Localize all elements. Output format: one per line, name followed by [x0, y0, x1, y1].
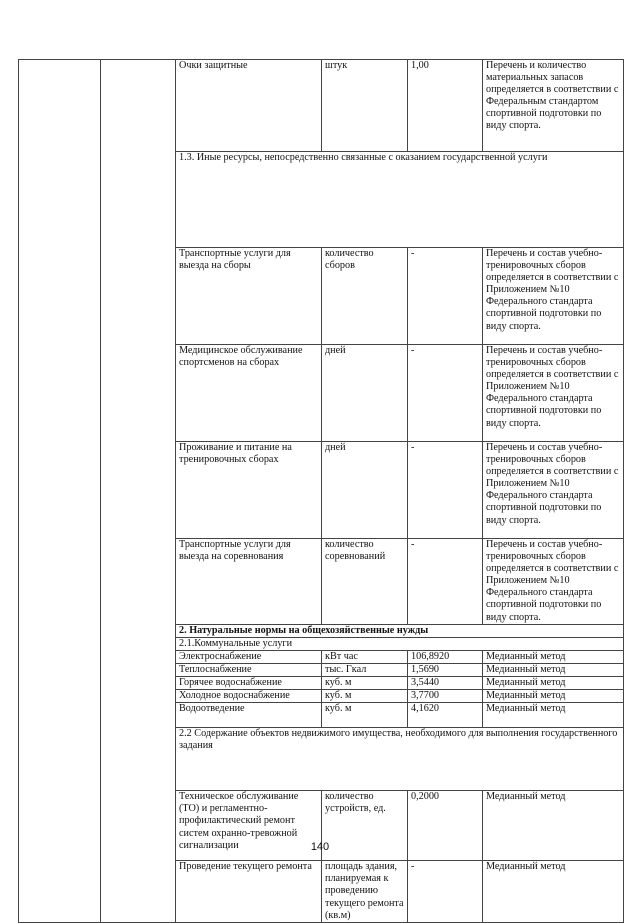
cell-value: - — [408, 442, 483, 539]
cell-name: Водоотведение — [176, 703, 322, 728]
cell-value: - — [408, 345, 483, 442]
page-number: 140 — [310, 841, 330, 853]
cell-name: Холодное водоснабжение — [176, 690, 322, 703]
cell-unit: дней — [322, 345, 408, 442]
cell-note: Медианный метод — [483, 861, 624, 922]
section-heading: 2. Натуральные нормы на общехозяйственные нужды — [176, 624, 624, 637]
section-heading: 1.3. Иные ресурсы, непосредственно связанные с оказанием государственной услуги — [176, 152, 624, 248]
cell-value: 1,00 — [408, 60, 483, 152]
cell-unit: кВт час — [322, 650, 408, 663]
cell-note: Перечень и состав учебно-тренировочных сборов определяется в соответствии с Приложением №10 Федерального стандарта спортивной подготовки по виду спорта. — [483, 345, 624, 442]
cell-unit: тыс. Гкал — [322, 663, 408, 676]
cell-note: Медианный метод — [483, 690, 624, 703]
cell-name: Очки защитные — [176, 60, 322, 152]
cell-unit: количество соревнований — [322, 539, 408, 625]
code-cell — [101, 60, 176, 923]
cell-name: Теплоснабжение — [176, 663, 322, 676]
cell-value: - — [408, 539, 483, 625]
cell-name: Техническое обслуживание (ТО) и регламентно-профилактический ремонт систем охранно-тревожной сигнализации — [176, 791, 322, 861]
cell-value: 4,1620 — [408, 703, 483, 728]
section-heading: 2.1.Коммунальные услуги — [176, 637, 624, 650]
cell-name: Проведение текущего ремонта — [176, 861, 322, 922]
cell-name: Транспортные услуги для выезда на соревнования — [176, 539, 322, 625]
cell-value: 0,2000 — [408, 791, 483, 861]
cell-name: Горячее водоснабжение — [176, 677, 322, 690]
cell-unit: количество сборов — [322, 248, 408, 345]
cell-note: Перечень и состав учебно-тренировочных сборов определяется в соответствии с Приложением №10 Федерального стандарта спортивной подготовки по виду спорта. — [483, 539, 624, 625]
cell-name: Транспортные услуги для выезда на сборы — [176, 248, 322, 345]
cell-note: Медианный метод — [483, 677, 624, 690]
cell-name: Электроснабжение — [176, 650, 322, 663]
cell-value: 1,5690 — [408, 663, 483, 676]
cell-note: Медианный метод — [483, 663, 624, 676]
cell-note: Медианный метод — [483, 703, 624, 728]
table-row — [19, 60, 624, 152]
cell-unit: куб. м — [322, 677, 408, 690]
norms-table — [18, 59, 624, 923]
left-margin-cell — [19, 60, 101, 923]
cell-note: Медианный метод — [483, 791, 624, 861]
table-body — [19, 60, 624, 923]
cell-note: Перечень и количество материальных запасов определяется в соответствии с Федеральным стандартом спортивной подготовки по виду спорта. — [483, 60, 624, 152]
cell-unit: количество устройств, ед. — [322, 791, 408, 861]
cell-value: 3,7700 — [408, 690, 483, 703]
cell-note: Медианный метод — [483, 650, 624, 663]
cell-note: Перечень и состав учебно-тренировочных сборов определяется в соответствии с Приложением №10 Федерального стандарта спортивной подготовки по виду спорта. — [483, 248, 624, 345]
cell-unit: куб. м — [322, 703, 408, 728]
cell-name: Медицинское обслуживание спортсменов на сборах — [176, 345, 322, 442]
cell-unit: штук — [322, 60, 408, 152]
cell-unit: дней — [322, 442, 408, 539]
cell-note: Перечень и состав учебно-тренировочных сборов определяется в соответствии с Приложением №10 Федерального стандарта спортивной подготовки по виду спорта. — [483, 442, 624, 539]
cell-unit: площадь здания, планируемая к проведению текущего ремонта (кв.м) — [322, 861, 408, 922]
cell-unit: куб. м — [322, 690, 408, 703]
cell-value: 106,8920 — [408, 650, 483, 663]
cell-value: - — [408, 861, 483, 922]
cell-name: Проживание и питание на тренировочных сборах — [176, 442, 322, 539]
cell-value: 3,5440 — [408, 677, 483, 690]
cell-value: - — [408, 248, 483, 345]
section-heading: 2.2 Содержание объектов недвижимого имущества, необходимого для выполнения государственного задания — [176, 728, 624, 791]
